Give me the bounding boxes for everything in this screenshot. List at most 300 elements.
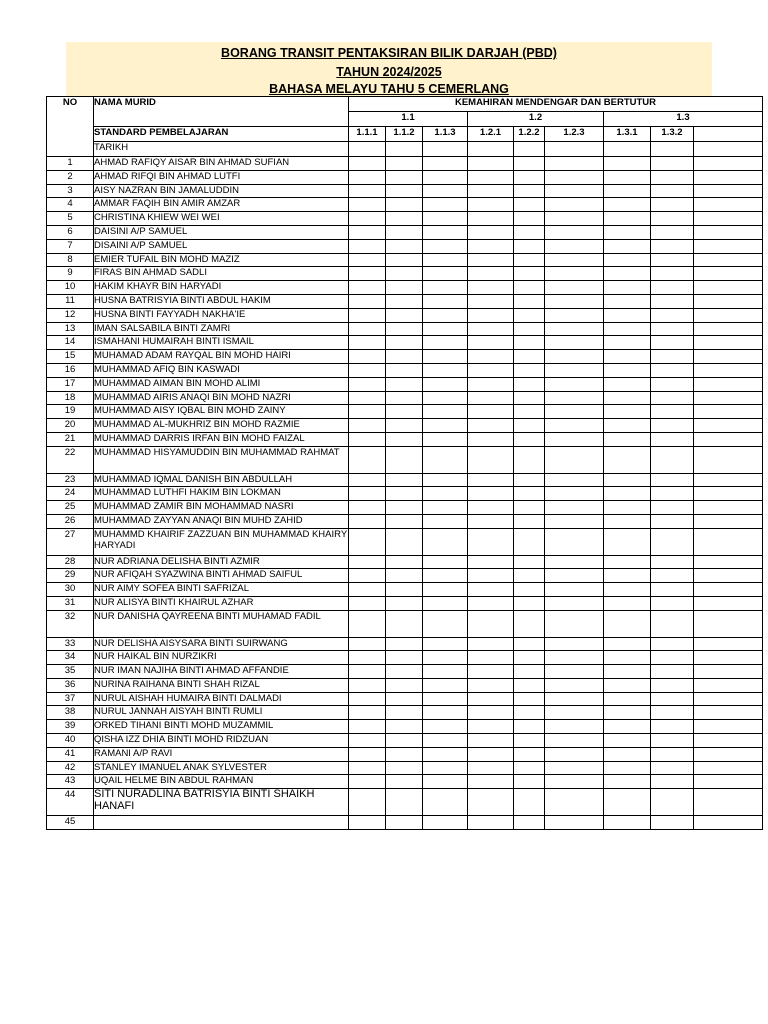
score-cell[interactable]: [349, 184, 386, 198]
score-cell[interactable]: [349, 405, 386, 419]
tp-cell[interactable]: [694, 184, 763, 198]
score-cell[interactable]: [545, 596, 604, 610]
score-cell[interactable]: [423, 225, 468, 239]
score-cell[interactable]: [349, 761, 386, 775]
tp-cell[interactable]: [694, 706, 763, 720]
score-cell[interactable]: [604, 225, 651, 239]
tp-cell[interactable]: [694, 651, 763, 665]
score-cell[interactable]: [651, 419, 694, 433]
score-cell[interactable]: [468, 596, 514, 610]
score-cell[interactable]: [545, 363, 604, 377]
score-cell[interactable]: [545, 267, 604, 281]
score-cell[interactable]: [386, 473, 423, 487]
score-cell[interactable]: [651, 678, 694, 692]
score-cell[interactable]: [514, 446, 545, 473]
score-cell[interactable]: [545, 377, 604, 391]
score-cell[interactable]: [423, 775, 468, 789]
tp-cell[interactable]: [694, 405, 763, 419]
score-cell[interactable]: [604, 267, 651, 281]
score-cell[interactable]: [604, 555, 651, 569]
score-cell[interactable]: [604, 583, 651, 597]
score-cell[interactable]: [423, 294, 468, 308]
score-cell[interactable]: [651, 610, 694, 637]
score-cell[interactable]: [604, 610, 651, 637]
score-cell[interactable]: [651, 473, 694, 487]
score-cell[interactable]: [651, 363, 694, 377]
score-cell[interactable]: [514, 419, 545, 433]
score-cell[interactable]: [651, 294, 694, 308]
score-cell[interactable]: [349, 747, 386, 761]
tp-cell[interactable]: [694, 501, 763, 515]
score-cell[interactable]: [545, 225, 604, 239]
score-cell[interactable]: [349, 514, 386, 528]
tp-cell[interactable]: [694, 294, 763, 308]
tp-cell[interactable]: [694, 514, 763, 528]
score-cell[interactable]: [468, 637, 514, 651]
score-cell[interactable]: [514, 651, 545, 665]
score-cell[interactable]: [349, 734, 386, 748]
score-cell[interactable]: [514, 637, 545, 651]
score-cell[interactable]: [651, 212, 694, 226]
score-cell[interactable]: [545, 336, 604, 350]
score-cell[interactable]: [604, 239, 651, 253]
score-cell[interactable]: [545, 720, 604, 734]
score-cell[interactable]: [386, 692, 423, 706]
score-cell[interactable]: [514, 281, 545, 295]
score-cell[interactable]: [423, 198, 468, 212]
tp-cell[interactable]: [694, 336, 763, 350]
score-cell[interactable]: [514, 555, 545, 569]
score-cell[interactable]: [545, 184, 604, 198]
score-cell[interactable]: [468, 184, 514, 198]
score-cell[interactable]: [514, 734, 545, 748]
score-cell[interactable]: [349, 419, 386, 433]
score-cell[interactable]: [651, 596, 694, 610]
score-cell[interactable]: [651, 528, 694, 555]
date-cell[interactable]: [349, 142, 386, 157]
score-cell[interactable]: [423, 487, 468, 501]
score-cell[interactable]: [604, 501, 651, 515]
score-cell[interactable]: [423, 761, 468, 775]
score-cell[interactable]: [386, 170, 423, 184]
score-cell[interactable]: [604, 446, 651, 473]
score-cell[interactable]: [545, 678, 604, 692]
score-cell[interactable]: [545, 747, 604, 761]
score-cell[interactable]: [545, 294, 604, 308]
score-cell[interactable]: [651, 747, 694, 761]
tp-cell[interactable]: [694, 198, 763, 212]
score-cell[interactable]: [604, 253, 651, 267]
score-cell[interactable]: [423, 569, 468, 583]
score-cell[interactable]: [651, 583, 694, 597]
score-cell[interactable]: [386, 487, 423, 501]
score-cell[interactable]: [514, 692, 545, 706]
score-cell[interactable]: [468, 816, 514, 830]
score-cell[interactable]: [386, 651, 423, 665]
tp-cell[interactable]: [694, 816, 763, 830]
score-cell[interactable]: [349, 528, 386, 555]
score-cell[interactable]: [468, 170, 514, 184]
tp-cell[interactable]: [694, 775, 763, 789]
score-cell[interactable]: [349, 610, 386, 637]
score-cell[interactable]: [386, 294, 423, 308]
score-cell[interactable]: [386, 501, 423, 515]
score-cell[interactable]: [468, 775, 514, 789]
score-cell[interactable]: [514, 775, 545, 789]
score-cell[interactable]: [349, 281, 386, 295]
score-cell[interactable]: [423, 308, 468, 322]
score-cell[interactable]: [545, 789, 604, 816]
date-cell[interactable]: [423, 142, 468, 157]
score-cell[interactable]: [468, 308, 514, 322]
score-cell[interactable]: [651, 761, 694, 775]
score-cell[interactable]: [468, 391, 514, 405]
score-cell[interactable]: [468, 514, 514, 528]
score-cell[interactable]: [545, 170, 604, 184]
score-cell[interactable]: [604, 528, 651, 555]
score-cell[interactable]: [423, 377, 468, 391]
tp-cell[interactable]: [694, 761, 763, 775]
tp-cell[interactable]: [694, 446, 763, 473]
score-cell[interactable]: [468, 198, 514, 212]
tp-cell[interactable]: [694, 308, 763, 322]
score-cell[interactable]: [514, 610, 545, 637]
tp-cell[interactable]: [694, 789, 763, 816]
score-cell[interactable]: [386, 184, 423, 198]
score-cell[interactable]: [349, 555, 386, 569]
score-cell[interactable]: [349, 322, 386, 336]
score-cell[interactable]: [386, 747, 423, 761]
score-cell[interactable]: [604, 637, 651, 651]
score-cell[interactable]: [545, 665, 604, 679]
score-cell[interactable]: [514, 405, 545, 419]
score-cell[interactable]: [349, 816, 386, 830]
score-cell[interactable]: [651, 157, 694, 171]
score-cell[interactable]: [386, 528, 423, 555]
score-cell[interactable]: [386, 253, 423, 267]
score-cell[interactable]: [349, 391, 386, 405]
score-cell[interactable]: [604, 706, 651, 720]
score-cell[interactable]: [604, 405, 651, 419]
score-cell[interactable]: [514, 198, 545, 212]
tp-cell[interactable]: [694, 596, 763, 610]
score-cell[interactable]: [423, 336, 468, 350]
score-cell[interactable]: [545, 501, 604, 515]
score-cell[interactable]: [604, 212, 651, 226]
score-cell[interactable]: [349, 473, 386, 487]
score-cell[interactable]: [604, 170, 651, 184]
score-cell[interactable]: [423, 555, 468, 569]
score-cell[interactable]: [386, 637, 423, 651]
score-cell[interactable]: [514, 322, 545, 336]
score-cell[interactable]: [349, 157, 386, 171]
score-cell[interactable]: [545, 253, 604, 267]
score-cell[interactable]: [423, 446, 468, 473]
score-cell[interactable]: [545, 555, 604, 569]
score-cell[interactable]: [651, 391, 694, 405]
score-cell[interactable]: [545, 734, 604, 748]
score-cell[interactable]: [349, 446, 386, 473]
date-cell[interactable]: [604, 142, 651, 157]
tp-cell[interactable]: [694, 747, 763, 761]
score-cell[interactable]: [651, 789, 694, 816]
tp-cell[interactable]: [694, 253, 763, 267]
score-cell[interactable]: [423, 651, 468, 665]
score-cell[interactable]: [604, 473, 651, 487]
score-cell[interactable]: [468, 569, 514, 583]
score-cell[interactable]: [514, 816, 545, 830]
score-cell[interactable]: [545, 432, 604, 446]
score-cell[interactable]: [349, 789, 386, 816]
score-cell[interactable]: [545, 651, 604, 665]
score-cell[interactable]: [468, 253, 514, 267]
score-cell[interactable]: [423, 239, 468, 253]
score-cell[interactable]: [468, 405, 514, 419]
score-cell[interactable]: [423, 789, 468, 816]
score-cell[interactable]: [651, 665, 694, 679]
tp-cell[interactable]: [694, 720, 763, 734]
score-cell[interactable]: [545, 239, 604, 253]
score-cell[interactable]: [423, 391, 468, 405]
tp-cell[interactable]: [694, 322, 763, 336]
score-cell[interactable]: [468, 239, 514, 253]
score-cell[interactable]: [514, 308, 545, 322]
score-cell[interactable]: [514, 391, 545, 405]
score-cell[interactable]: [545, 775, 604, 789]
score-cell[interactable]: [514, 336, 545, 350]
score-cell[interactable]: [651, 775, 694, 789]
score-cell[interactable]: [604, 734, 651, 748]
score-cell[interactable]: [423, 501, 468, 515]
score-cell[interactable]: [651, 198, 694, 212]
score-cell[interactable]: [514, 225, 545, 239]
score-cell[interactable]: [651, 487, 694, 501]
score-cell[interactable]: [468, 678, 514, 692]
score-cell[interactable]: [604, 294, 651, 308]
score-cell[interactable]: [423, 583, 468, 597]
date-cell[interactable]: [545, 142, 604, 157]
score-cell[interactable]: [423, 281, 468, 295]
score-cell[interactable]: [545, 637, 604, 651]
score-cell[interactable]: [423, 720, 468, 734]
score-cell[interactable]: [349, 775, 386, 789]
score-cell[interactable]: [545, 350, 604, 364]
tp-cell[interactable]: [694, 225, 763, 239]
tp-cell[interactable]: [694, 583, 763, 597]
score-cell[interactable]: [423, 253, 468, 267]
score-cell[interactable]: [651, 184, 694, 198]
score-cell[interactable]: [423, 706, 468, 720]
score-cell[interactable]: [423, 514, 468, 528]
score-cell[interactable]: [468, 157, 514, 171]
score-cell[interactable]: [386, 225, 423, 239]
score-cell[interactable]: [545, 692, 604, 706]
score-cell[interactable]: [423, 734, 468, 748]
score-cell[interactable]: [514, 377, 545, 391]
score-cell[interactable]: [386, 281, 423, 295]
score-cell[interactable]: [349, 336, 386, 350]
score-cell[interactable]: [604, 350, 651, 364]
score-cell[interactable]: [349, 239, 386, 253]
score-cell[interactable]: [423, 267, 468, 281]
tp-cell[interactable]: [694, 569, 763, 583]
score-cell[interactable]: [349, 665, 386, 679]
score-cell[interactable]: [604, 308, 651, 322]
score-cell[interactable]: [604, 198, 651, 212]
score-cell[interactable]: [545, 583, 604, 597]
score-cell[interactable]: [651, 734, 694, 748]
date-cell[interactable]: [386, 142, 423, 157]
tp-cell[interactable]: [694, 391, 763, 405]
score-cell[interactable]: [423, 157, 468, 171]
score-cell[interactable]: [423, 170, 468, 184]
score-cell[interactable]: [423, 419, 468, 433]
score-cell[interactable]: [386, 336, 423, 350]
score-cell[interactable]: [514, 720, 545, 734]
score-cell[interactable]: [423, 610, 468, 637]
score-cell[interactable]: [386, 308, 423, 322]
score-cell[interactable]: [468, 294, 514, 308]
score-cell[interactable]: [545, 473, 604, 487]
tp-cell[interactable]: [694, 267, 763, 281]
score-cell[interactable]: [386, 665, 423, 679]
score-cell[interactable]: [651, 405, 694, 419]
tp-cell[interactable]: [694, 692, 763, 706]
score-cell[interactable]: [468, 212, 514, 226]
score-cell[interactable]: [545, 405, 604, 419]
score-cell[interactable]: [604, 596, 651, 610]
score-cell[interactable]: [386, 596, 423, 610]
score-cell[interactable]: [423, 747, 468, 761]
score-cell[interactable]: [468, 555, 514, 569]
score-cell[interactable]: [651, 170, 694, 184]
score-cell[interactable]: [604, 391, 651, 405]
date-cell[interactable]: [468, 142, 514, 157]
score-cell[interactable]: [468, 322, 514, 336]
score-cell[interactable]: [349, 651, 386, 665]
score-cell[interactable]: [386, 432, 423, 446]
score-cell[interactable]: [514, 212, 545, 226]
score-cell[interactable]: [651, 501, 694, 515]
score-cell[interactable]: [514, 569, 545, 583]
score-cell[interactable]: [386, 706, 423, 720]
score-cell[interactable]: [349, 678, 386, 692]
score-cell[interactable]: [468, 720, 514, 734]
score-cell[interactable]: [514, 583, 545, 597]
score-cell[interactable]: [651, 350, 694, 364]
score-cell[interactable]: [468, 734, 514, 748]
score-cell[interactable]: [545, 528, 604, 555]
score-cell[interactable]: [349, 637, 386, 651]
score-cell[interactable]: [468, 336, 514, 350]
score-cell[interactable]: [604, 419, 651, 433]
score-cell[interactable]: [651, 706, 694, 720]
score-cell[interactable]: [468, 747, 514, 761]
score-cell[interactable]: [651, 651, 694, 665]
score-cell[interactable]: [468, 432, 514, 446]
score-cell[interactable]: [514, 501, 545, 515]
tp-cell[interactable]: [694, 610, 763, 637]
score-cell[interactable]: [514, 473, 545, 487]
score-cell[interactable]: [468, 225, 514, 239]
score-cell[interactable]: [423, 665, 468, 679]
score-cell[interactable]: [651, 253, 694, 267]
tp-cell[interactable]: [694, 487, 763, 501]
score-cell[interactable]: [423, 678, 468, 692]
score-cell[interactable]: [468, 692, 514, 706]
tp-cell[interactable]: [694, 419, 763, 433]
score-cell[interactable]: [423, 637, 468, 651]
tp-cell[interactable]: [694, 157, 763, 171]
score-cell[interactable]: [651, 720, 694, 734]
score-cell[interactable]: [514, 184, 545, 198]
score-cell[interactable]: [349, 487, 386, 501]
score-cell[interactable]: [651, 239, 694, 253]
score-cell[interactable]: [349, 212, 386, 226]
score-cell[interactable]: [651, 637, 694, 651]
score-cell[interactable]: [349, 253, 386, 267]
score-cell[interactable]: [468, 706, 514, 720]
score-cell[interactable]: [545, 446, 604, 473]
score-cell[interactable]: [604, 377, 651, 391]
score-cell[interactable]: [423, 432, 468, 446]
tp-cell[interactable]: [694, 665, 763, 679]
score-cell[interactable]: [604, 363, 651, 377]
score-cell[interactable]: [386, 761, 423, 775]
score-cell[interactable]: [514, 514, 545, 528]
score-cell[interactable]: [651, 225, 694, 239]
score-cell[interactable]: [349, 501, 386, 515]
tp-cell[interactable]: [694, 377, 763, 391]
score-cell[interactable]: [514, 170, 545, 184]
score-cell[interactable]: [651, 377, 694, 391]
score-cell[interactable]: [423, 692, 468, 706]
score-cell[interactable]: [468, 665, 514, 679]
score-cell[interactable]: [386, 239, 423, 253]
score-cell[interactable]: [349, 170, 386, 184]
score-cell[interactable]: [604, 184, 651, 198]
score-cell[interactable]: [514, 596, 545, 610]
score-cell[interactable]: [386, 377, 423, 391]
tp-cell[interactable]: [694, 432, 763, 446]
tp-cell[interactable]: [694, 734, 763, 748]
score-cell[interactable]: [514, 253, 545, 267]
date-cell[interactable]: [694, 142, 763, 157]
score-cell[interactable]: [514, 706, 545, 720]
score-cell[interactable]: [545, 569, 604, 583]
score-cell[interactable]: [386, 775, 423, 789]
score-cell[interactable]: [349, 363, 386, 377]
score-cell[interactable]: [604, 692, 651, 706]
score-cell[interactable]: [386, 789, 423, 816]
score-cell[interactable]: [386, 816, 423, 830]
tp-cell[interactable]: [694, 239, 763, 253]
score-cell[interactable]: [423, 350, 468, 364]
score-cell[interactable]: [514, 747, 545, 761]
score-cell[interactable]: [651, 692, 694, 706]
score-cell[interactable]: [604, 761, 651, 775]
score-cell[interactable]: [386, 322, 423, 336]
score-cell[interactable]: [604, 678, 651, 692]
score-cell[interactable]: [423, 596, 468, 610]
tp-cell[interactable]: [694, 678, 763, 692]
score-cell[interactable]: [604, 514, 651, 528]
score-cell[interactable]: [468, 363, 514, 377]
score-cell[interactable]: [468, 761, 514, 775]
score-cell[interactable]: [604, 651, 651, 665]
score-cell[interactable]: [349, 720, 386, 734]
score-cell[interactable]: [386, 391, 423, 405]
